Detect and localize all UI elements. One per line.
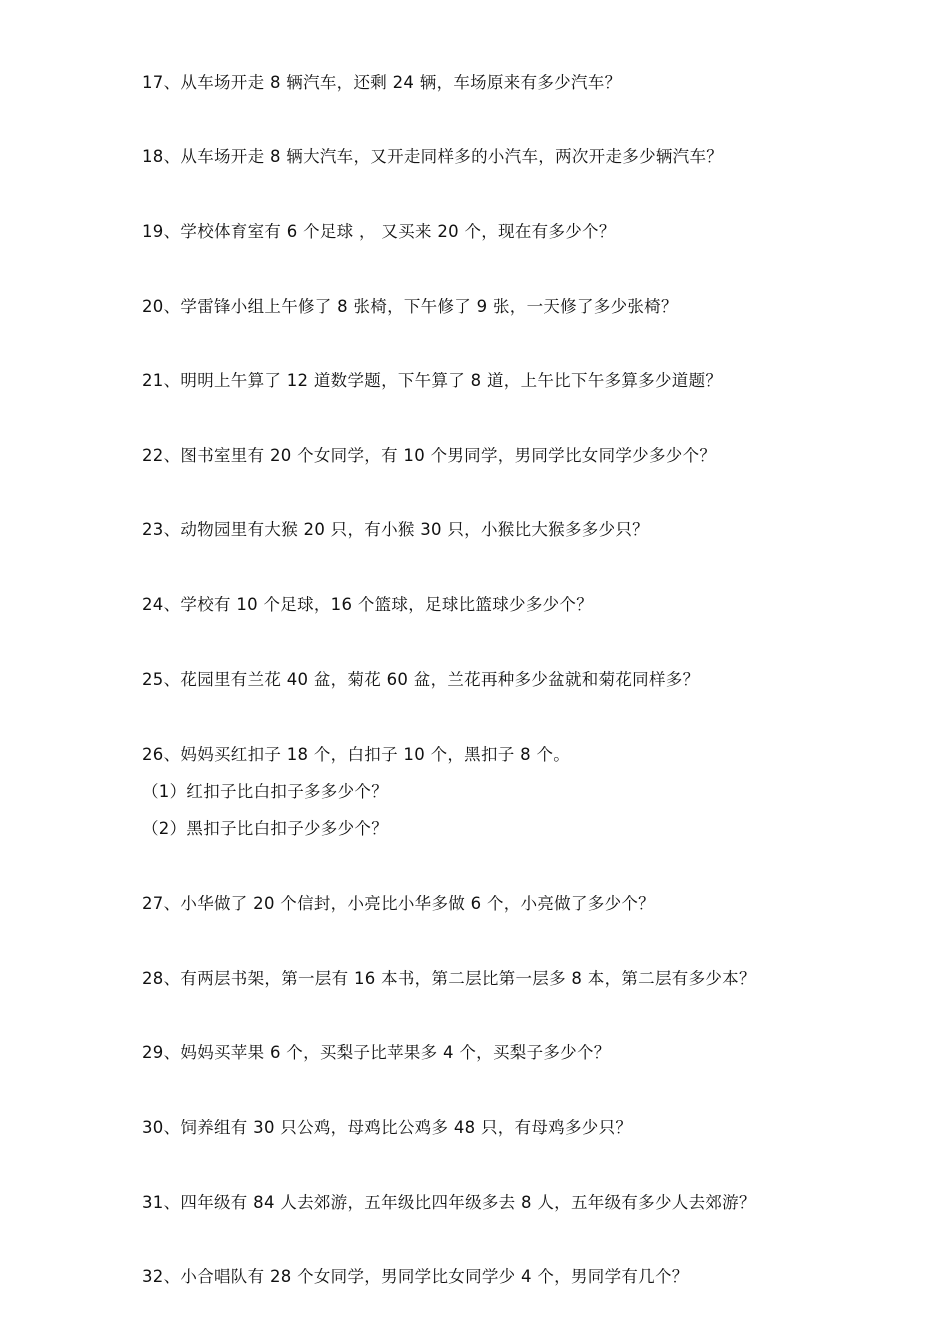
problem-26: 26、妈妈买红扣子 18 个，白扣子 10 个，黑扣子 8 个。 xyxy=(142,745,571,764)
problem-21: 21、明明上午算了 12 道数学题，下午算了 8 道，上午比下午多算多少道题？ xyxy=(142,371,723,390)
problem-24: 24、学校有 10 个足球，16 个篮球，足球比篮球少多少个？ xyxy=(142,595,594,614)
problem-27: 27、小华做了 20 个信封，小亮比小华多做 6 个，小亮做了多少个？ xyxy=(142,894,655,913)
problem-23: 23、动物园里有大猴 20 只，有小猴 30 只，小猴比大猴多多少只？ xyxy=(142,520,649,539)
problem-17: 17、从车场开走 8 辆汽车，还剩 24 辆，车场原来有多少汽车？ xyxy=(142,73,622,92)
problem-28: 28、有两层书架，第一层有 16 本书，第二层比第一层多 8 本，第二层有多少本？ xyxy=(142,969,756,988)
problem-19: 19、学校体育室有 6 个足球 ， 又买来 20 个，现在有多少个？ xyxy=(142,222,616,241)
problem-32: 32、小合唱队有 28 个女同学，男同学比女同学少 4 个，男同学有几个？ xyxy=(142,1267,689,1286)
problem-26-part-1: （1）红扣子比白扣子多多少个？ xyxy=(142,782,388,801)
problem-29: 29、妈妈买苹果 6 个，买梨子比苹果多 4 个，买梨子多少个？ xyxy=(142,1043,611,1062)
problem-31: 31、四年级有 84 人去郊游，五年级比四年级多去 8 人，五年级有多少人去郊游？ xyxy=(142,1193,756,1212)
problem-18: 18、从车场开走 8 辆大汽车，又开走同样多的小汽车，两次开走多少辆汽车？ xyxy=(142,147,724,166)
problem-30: 30、饲养组有 30 只公鸡，母鸡比公鸡多 48 只，有母鸡多少只？ xyxy=(142,1118,633,1137)
problem-20: 20、学雷锋小组上午修了 8 张椅，下午修了 9 张，一天修了多少张椅？ xyxy=(142,297,678,316)
problem-26-part-2: （2）黑扣子比白扣子少多少个？ xyxy=(142,819,388,838)
problem-25: 25、花园里有兰花 40 盆，菊花 60 盆，兰花再种多少盆就和菊花同样多？ xyxy=(142,670,700,689)
problem-22: 22、图书室里有 20 个女同学，有 10 个男同学，男同学比女同学少多少个？ xyxy=(142,446,717,465)
